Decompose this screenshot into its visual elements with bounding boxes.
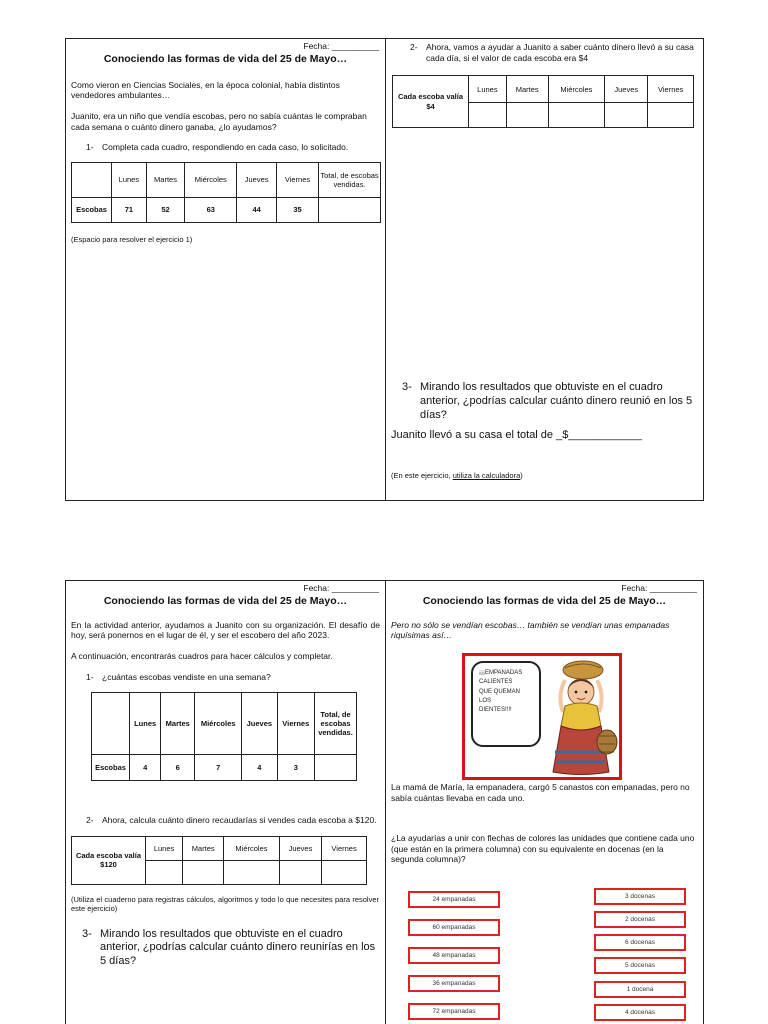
- task-paragraph: ¿La ayudarías a unir con flechas de colores las unidades que contiene cada uno (que están en la primera columna) con su equivalente en docenas (en la segunda columna)?: [391, 833, 695, 865]
- calculator-note: [386, 471, 528, 480]
- answer-cell[interactable]: [506, 103, 548, 128]
- workspace-note: (Espacio para resolver el ejercicio 1): [71, 234, 193, 244]
- table-header-cell: [92, 693, 130, 755]
- units-box[interactable]: 36 empanadas: [408, 975, 500, 992]
- instruction-paragraph: A continuación, encontrarás cuadros para hacer cálculos y completar.: [71, 651, 333, 661]
- units-box[interactable]: 48 empanadas: [408, 947, 500, 964]
- table-header-cell: Martes: [146, 162, 184, 197]
- table-header-row: [92, 693, 357, 755]
- table-header-cell: Lunes: [130, 693, 161, 755]
- intro-paragraph: Como vieron en Ciencias Sociales, en la época colonial, había distintos vendedores ambulantes…: [71, 79, 340, 101]
- dozens-box[interactable]: 3 docenas: [594, 888, 686, 905]
- table-header-cell: Miércoles: [224, 836, 280, 860]
- total-cell[interactable]: [319, 197, 381, 222]
- answer-cell[interactable]: [279, 860, 321, 884]
- table-header-cell: Viernes: [322, 836, 367, 860]
- question-2: [66, 815, 385, 826]
- question-number: 2-: [410, 42, 418, 52]
- dozens-box[interactable]: 1 docena: [594, 981, 686, 998]
- units-box[interactable]: 72 empanadas: [408, 1003, 500, 1020]
- question-number: 1-: [86, 671, 94, 682]
- speech-bubble: [471, 661, 541, 747]
- table-header-cell: Jueves: [237, 162, 277, 197]
- answer-cell[interactable]: [146, 860, 183, 884]
- question-text: Ahora, vamos a ayudar a Juanito a saber cuánto dinero llevó a su casa cada día, si el valor de cada escoba era $4: [426, 42, 694, 63]
- worksheet-1-left-column: [66, 39, 386, 500]
- table-header-cell: Jueves: [242, 693, 277, 755]
- table-header-cell: Lunes: [469, 76, 507, 103]
- question-1: [66, 142, 385, 153]
- date-field: Fecha: __________: [303, 583, 379, 593]
- brooms-table: [71, 162, 381, 223]
- table-header-cell: Total, de escobas vendidas.: [315, 693, 357, 755]
- bubble-line: ¡¡¡EMPANADAS: [479, 670, 523, 676]
- table-cell: 6: [161, 755, 195, 781]
- question-2: [386, 42, 703, 63]
- table-cell: 3: [277, 755, 314, 781]
- bubble-line: DIENTES!!!!: [479, 707, 512, 714]
- question-text: Mirando los resultados que obtuviste en el cuadro anterior, ¿podrías calcular cuánto dinero reunirías en los 5 días?: [100, 927, 376, 968]
- money-table: [71, 836, 367, 885]
- table-header-cell: Martes: [506, 76, 548, 103]
- worksheet-1-right-column: [386, 39, 703, 500]
- note-emphasis: utiliza la calculadora: [452, 471, 521, 480]
- row-label: Cada escoba valía $120: [72, 836, 146, 884]
- notebook-note: (Utiliza el cuaderno para registras cálculos, algoritmos y todo lo que necesites para resolver este ejercicio): [71, 894, 379, 914]
- table-header-cell: Viernes: [276, 162, 318, 197]
- story-paragraph: Juanito, era un niño que vendía escobas, pero no sabía cuántas le compraban cada semana o cuánto dinero ganaba, ¿lo ayudamos?: [71, 111, 367, 132]
- table-container: [66, 162, 385, 223]
- answer-cell[interactable]: [322, 860, 367, 884]
- question-1: [66, 672, 385, 683]
- question-text: Completa cada cuadro, respondiendo en cada caso, lo solicitado.: [102, 142, 349, 153]
- date-field: Fecha: __________: [303, 41, 379, 51]
- answer-cell[interactable]: [183, 860, 224, 884]
- bubble-line: CALIENTES: [479, 679, 513, 686]
- row-label: Cada escoba valía $4: [393, 76, 469, 128]
- table-container: [386, 75, 703, 128]
- question-text: Ahora, calcula cuánto dinero recaudarías si vendes cada escoba a $120.: [102, 815, 377, 826]
- empanadera-figure: [541, 656, 619, 777]
- table-header-cell: Jueves: [279, 836, 321, 860]
- dozens-box[interactable]: 4 docenas: [594, 1004, 686, 1021]
- dozens-box[interactable]: 5 docenas: [594, 957, 686, 974]
- answer-cell[interactable]: [605, 103, 648, 128]
- question-number: 2-: [86, 815, 94, 826]
- table-cell: 71: [112, 197, 147, 222]
- answer-cell[interactable]: [548, 103, 605, 128]
- answer-line[interactable]: Juanito llevó a su casa el total de _$____________: [391, 429, 642, 441]
- question-text: Mirando los resultados que obtuviste en el cuadro anterior, ¿podrías calcular cuánto dinero reunió en los 5 días?: [420, 381, 693, 421]
- page-title: Conociendo las formas de vida del 25 de Mayo…: [422, 594, 667, 607]
- question-number: 3-: [82, 927, 92, 940]
- worksheet-2: [65, 580, 704, 1024]
- table-header-cell: Miércoles: [548, 76, 605, 103]
- table-header-cell: Lunes: [112, 162, 147, 197]
- table-container: [66, 836, 385, 885]
- dozens-box[interactable]: 2 docenas: [594, 911, 686, 928]
- note-prefix: (En este ejercicio,: [391, 471, 453, 480]
- table-cell: 63: [185, 197, 237, 222]
- empanada-seller-illustration: [462, 653, 622, 780]
- question-3: [66, 928, 385, 969]
- answer-cell[interactable]: [648, 103, 694, 128]
- table-header-cell: Miércoles: [185, 162, 237, 197]
- table-header-cell: Viernes: [648, 76, 694, 103]
- table-header-row: [72, 836, 367, 860]
- worksheet-2-right-column: [386, 581, 703, 1024]
- page-title: Conociendo las formas de vida del 25 de Mayo…: [103, 594, 348, 607]
- row-label: Escobas: [92, 755, 130, 781]
- question-number: 1-: [86, 142, 94, 153]
- table-cell: 4: [242, 755, 277, 781]
- table-row: [92, 755, 357, 781]
- table-header-row: [72, 162, 381, 197]
- units-box[interactable]: 60 empanadas: [408, 919, 500, 936]
- table-cell: 44: [237, 197, 277, 222]
- table-cell: 52: [146, 197, 184, 222]
- worksheet-2-left-column: [66, 581, 386, 1024]
- answer-cell[interactable]: [469, 103, 507, 128]
- table-header-cell: Lunes: [146, 836, 183, 860]
- bubble-line: QUE QUEMAN: [479, 688, 521, 695]
- question-text: ¿cuántas escobas vendiste en una semana?: [102, 671, 271, 682]
- dozens-box[interactable]: 6 docenas: [594, 934, 686, 951]
- question-3: [386, 381, 699, 422]
- total-cell[interactable]: [315, 755, 357, 781]
- intro-paragraph: Pero no sólo se vendían escobas… también se vendían unas empanadas riquísimas así…: [391, 619, 670, 641]
- question-number: 3-: [402, 381, 412, 393]
- table-header-cell: Martes: [183, 836, 224, 860]
- units-box[interactable]: 24 empanadas: [408, 891, 500, 908]
- date-field: Fecha: __________: [621, 583, 697, 593]
- table-header-cell: Martes: [161, 693, 195, 755]
- page-title: Conociendo las formas de vida del 25 de Mayo…: [103, 52, 348, 65]
- note-suffix: ): [520, 471, 523, 480]
- table-header-row: [393, 76, 694, 103]
- money-table: [392, 75, 694, 128]
- worksheet-1: [65, 38, 704, 501]
- table-header-cell: Viernes: [277, 693, 314, 755]
- table-row: [72, 197, 381, 222]
- intro-paragraph: En la actividad anterior, ayudamos a Juanito con su organización. El desafío de hoy, será ponernos en el lugar de él, y ser el escobero del año 2023.: [71, 619, 380, 641]
- brooms-table: [91, 692, 357, 781]
- table-cell: 7: [195, 755, 242, 781]
- table-cell: 4: [130, 755, 161, 781]
- table-header-cell: Jueves: [605, 76, 648, 103]
- problem-paragraph: La mamá de María, la empanadera, cargó 5 canastos con empanadas, pero no sabía cuántas llevaba en cada uno.: [391, 782, 690, 803]
- table-cell: 35: [276, 197, 318, 222]
- table-header-cell: Miércoles: [195, 693, 242, 755]
- bubble-line: LOS: [479, 697, 492, 704]
- row-label: Escobas: [72, 197, 112, 222]
- table-container: [66, 692, 385, 781]
- answer-cell[interactable]: [224, 860, 280, 884]
- table-header-cell: [72, 162, 112, 197]
- table-header-cell: Total, de escobas vendidas.: [319, 162, 381, 197]
